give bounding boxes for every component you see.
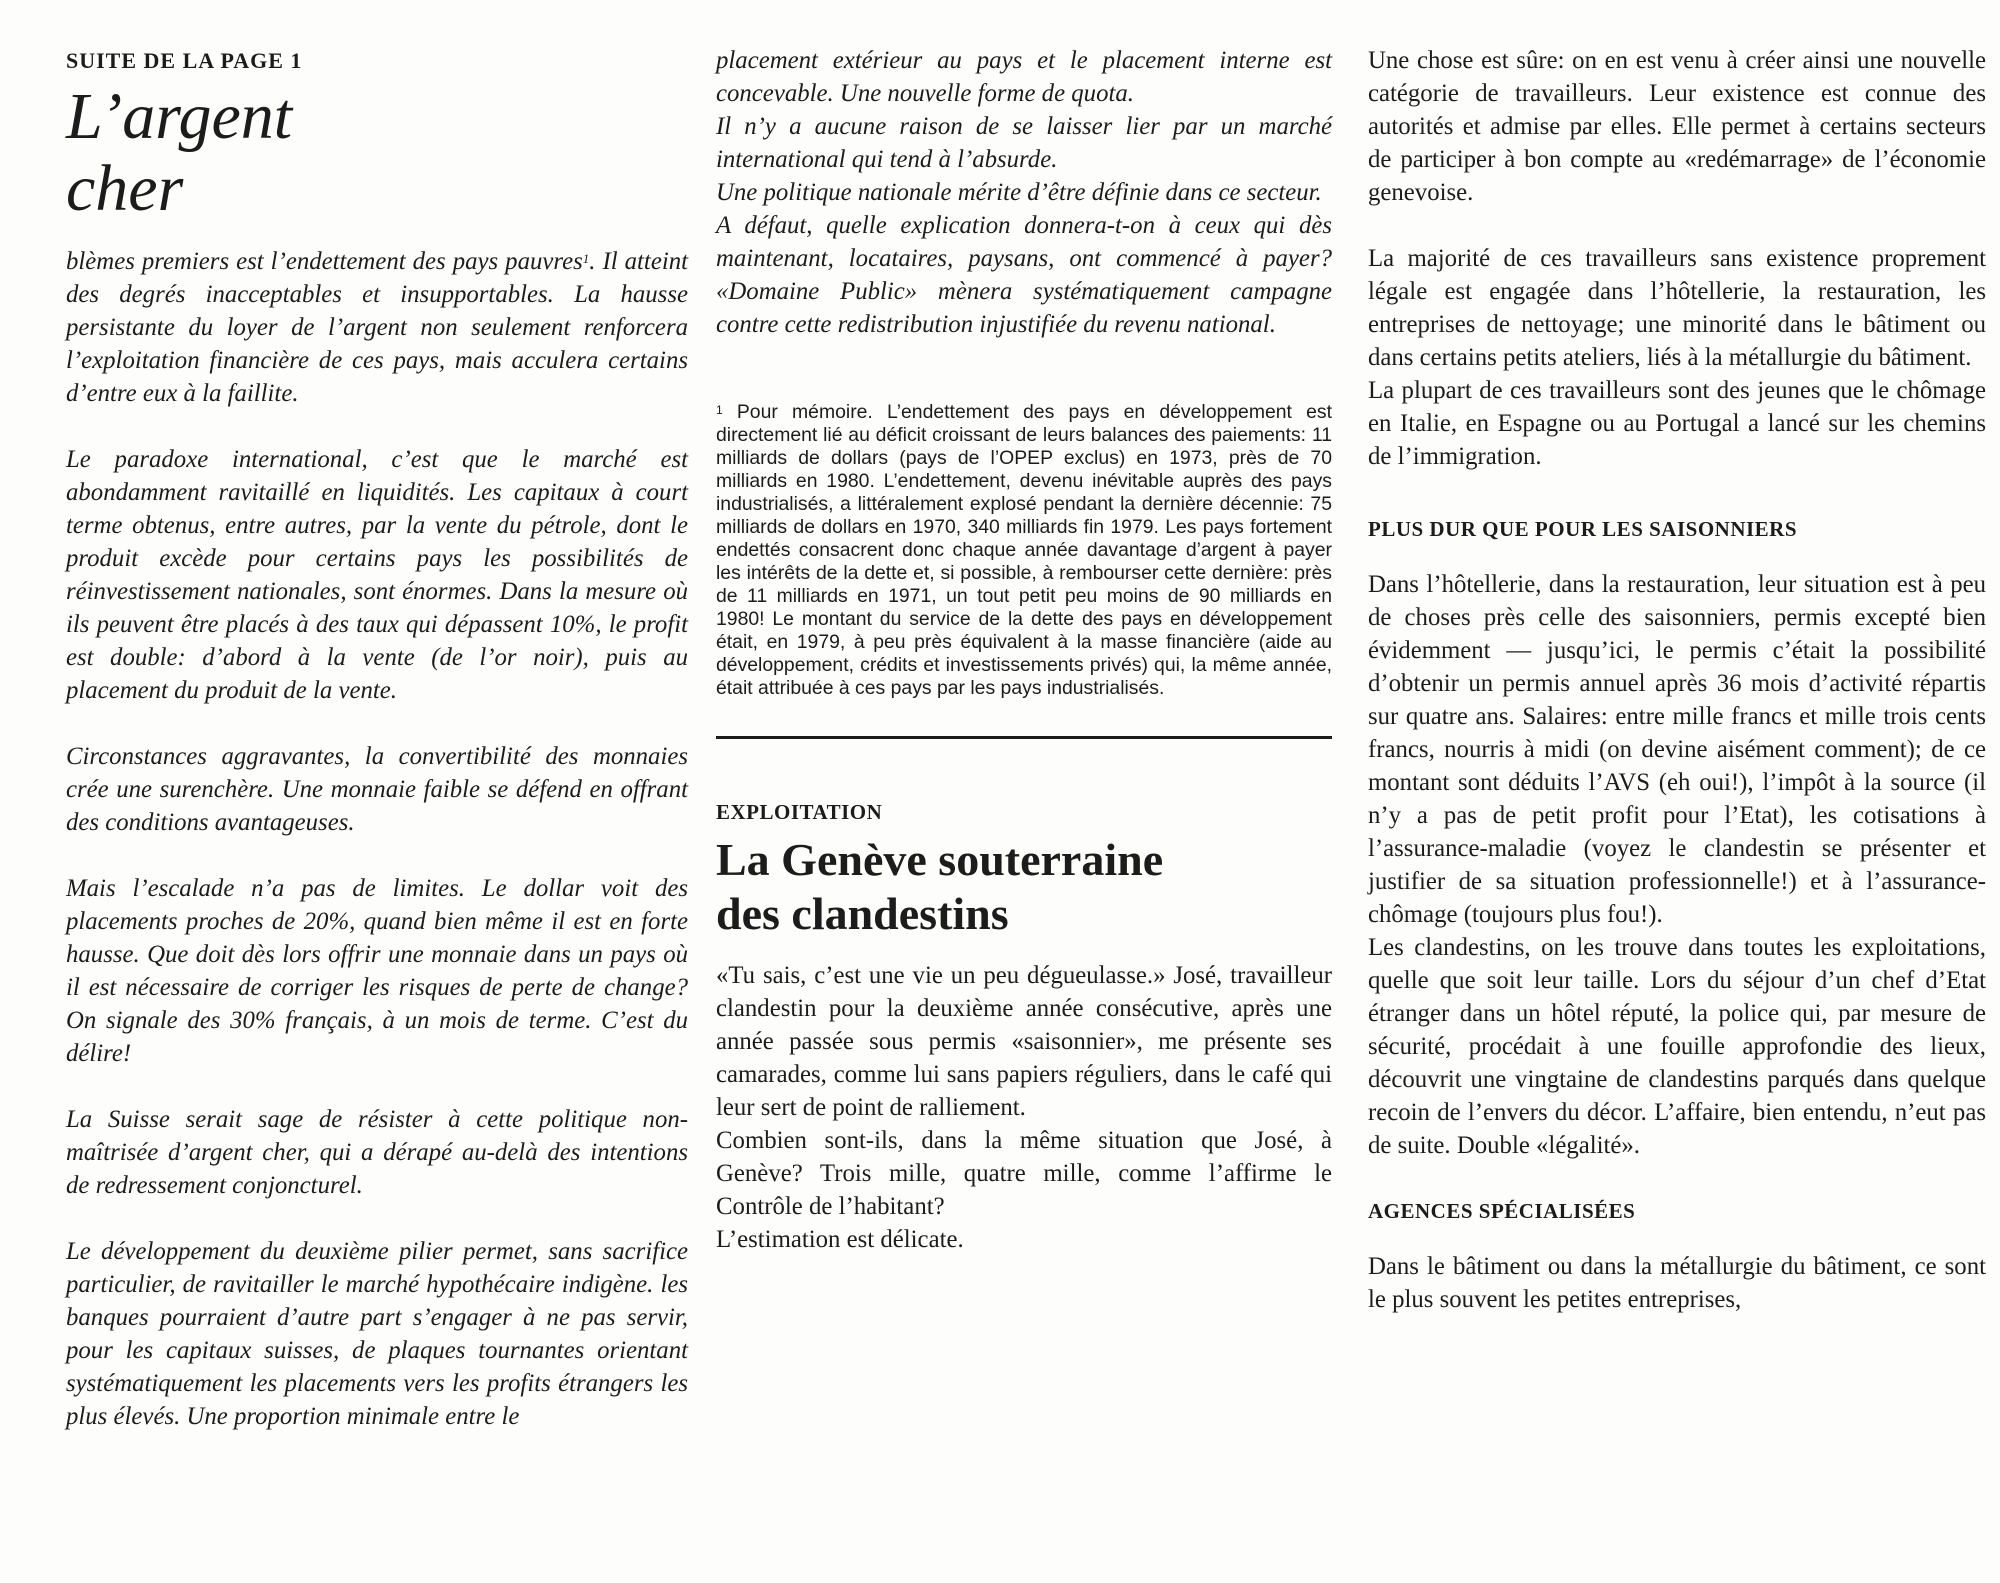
footnote (716, 401, 1332, 700)
paragraph: Dans le bâtiment ou dans la métallurgie du bâtiment, ce sont le plus souvent les petites entreprises, (1368, 1253, 1986, 1313)
column-2 (716, 44, 1332, 1256)
paragraph: La majorité de ces travailleurs sans existence proprement légale est engagée dans l’hôtellerie, la restauration, les entreprises de nettoyage; une minorité dans le bâtiment ou dans certains petits ateliers, liés à la métallurgie du bâtiment. (1368, 245, 1986, 371)
paragraph: Combien sont-ils, dans la même situation que José, à Genève? Trois mille, quatre mille, comme l’affirme le Contrôle de l’habitant? (716, 1127, 1332, 1220)
paragraph: Le paradoxe international, c’est que le marché est abondamment ravitaillé en liquidités. Les capitaux à court terme obtenus, entre autres, par la vente du pétrole, dont le produit excède pour certains pays les possibilités de réinvestissement nationales, sont énormes. Dans la mesure où ils peuvent être placés à des taux qui dépassent 10%, le profit est double: d’abord à la vente (de l’or noir), puis au placement du produit de la vente. (66, 446, 688, 704)
paragraph (66, 245, 688, 410)
paragraph: Une politique nationale mérite d’être définie dans ce secteur. (716, 179, 1322, 206)
paragraph: Mais l’escalade n’a pas de limites. Le dollar voit des placements proches de 20%, quand bien même il est en forte hausse. Que doit dès lors offrir une monnaie dans un pays où il est nécessaire de corriger les risques de perte de change? On signale des 30% français, à un mois de terme. C’est du délire! (66, 875, 688, 1067)
paragraph: Le développement du deuxième pilier permet, sans sacrifice particulier, de ravitailler le marché hypothécaire indigène. les banques pourraient d’autre part s’engager à ne pas servir, pour les capitaux suisses, de plaques tournantes orientant systématiquement les placements vers les profits étrangers les plus élevés. Une proportion minimale entre le (66, 1238, 688, 1430)
column-3 (1368, 44, 1986, 1316)
paragraph: placement extérieur au pays et le placement interne est concevable. Une nouvelle forme de quota. (716, 47, 1332, 107)
article-title-line-1: L’argent (66, 80, 293, 153)
paragraph: L’estimation est délicate. (716, 1226, 964, 1253)
footnote-mark: 1 (716, 403, 723, 417)
paragraph: La plupart de ces travailleurs sont des jeunes que le chômage en Italie, en Espagne ou au Portugal a lancé sur les chemins de l’immigration. (1368, 377, 1986, 470)
paragraph: Les clandestins, on les trouve dans toutes les exploitations, quelle que soit leur taille. Lors du séjour d’un chef d’Etat étranger dans un hôtel réputé, la police qui, par mesure de sécurité, procédait à une fouille approfondie des lieux, découvrit une vingtaine de clandestins parqués dans quelque recoin de l’envers du décor. L’affaire, bien entendu, n’eut pas de suite. Double «légalité». (1368, 934, 1986, 1159)
paragraph-text: blèmes premiers est l’endettement des pays pauvres (66, 248, 583, 275)
section-divider (716, 736, 1332, 739)
paragraph: La Suisse serait sage de résister à cette politique non-maîtrisée d’argent cher, qui a dérapé au-delà des intentions de redressement conjoncturel. (66, 1106, 688, 1199)
article-title-line-1: La Genève souterraine (716, 834, 1164, 885)
paragraph: Une chose est sûre: on en est venu à créer ainsi une nouvelle catégorie de travailleurs. Leur existence est connue des autorités et admise par elles. Elle permet à certains secteurs de participer à bon compte au «redémarrage» de l’économie genevoise. (1368, 47, 1986, 206)
subheading: AGENCES SPÉCIALISÉES (1368, 1199, 1636, 1223)
paragraph: A défaut, quelle explication donnera-t-on à ceux qui dès maintenant, locataires, paysans, ont commencé à payer? «Domaine Public» mènera systématiquement campagne contre cette redistribution injustifiée du revenu national. (716, 212, 1332, 338)
paragraph: «Tu sais, c’est une vie un peu dégueulasse.» José, travailleur clandestin pour la deuxième année consécutive, après une année passée sous permis «saisonnier», me présente ses camarades, comme lui sans papiers réguliers, dans le café qui leur sert de point de ralliement. (716, 962, 1332, 1121)
article-title (716, 833, 1332, 941)
article-title (66, 81, 688, 225)
paragraph: Circonstances aggravantes, la convertibilité des monnaies crée une surenchère. Une monnaie faible se défend en offrant des conditions avantageuses. (66, 743, 688, 836)
footnote-reference: 1 (582, 251, 590, 266)
paragraph: Dans l’hôtellerie, dans la restauration, leur situation est à peu de choses près celle des saisonniers, permis excepté bien évidemment — jusqu’ici, le permis c’était la possibilité d’obtenir un permis annuel après 36 mois d’activité répartis sur quatre ans. Salaires: entre mille francs et mille trois cents francs, nourris à midi (on devine aisément comment); de ce montant sont déduits l’AVS (eh oui!), l’impôt à la source (il n’y a pas de petit profit pour l’Etat), les cotisations à l’assurance-maladie (voyez le clandestin se présenter et justifier de sa situation professionnelle!) et à l’assurance-chômage (toujours plus fou!). (1368, 571, 1986, 928)
article-title-line-2: des clandestins (716, 888, 1009, 939)
column-1 (66, 44, 688, 1433)
paragraph-text-continued: . Il atteint des degrés inacceptables et insupportables. La hausse persistante du loyer de l’argent non seulement renforcera l’exploitation financière de ces pays, mais acculera certains d’entre eux à la faillite. (66, 248, 688, 407)
article-title-line-2: cher (66, 152, 184, 225)
paragraph: Il n’y a aucune raison de se laisser lier par un marché international qui tend à l’absurde. (716, 113, 1332, 173)
footnote-text: Pour mémoire. L’endettement des pays en développement est directement lié au déficit croissant de leurs balances des paiements: 11 milliards de dollars (pays de l’OPEP exclus) en 1973, près de 70 milliards en 1980. L’endettement, devenu inévitable auprès des pays industrialisés, a littéralement explosé pendant la dernière décennie: 75 milliards de dollars en 1970, 340 milliards fin 1979. Les pays fortement endettés consacrent donc chaque année davantage d’argent à payer les intérêts de la dette et, si possible, à rembourser cette dernière: près de 11 milliards en 1971, un tout petit peu moins de 90 milliards en 1980! Le montant du service de la dette des pays en développement était, en 1979, à peu près équivalent à la masse financière (aide au développement, crédits et investissements privés) qui, la même année, était attribuée à ces pays par les pays industrialisés. (716, 401, 1332, 699)
section-kicker: SUITE DE LA PAGE 1 (66, 48, 303, 73)
section-kicker: EXPLOITATION (716, 800, 883, 824)
subheading: PLUS DUR QUE POUR LES SAISONNIERS (1368, 517, 1798, 541)
